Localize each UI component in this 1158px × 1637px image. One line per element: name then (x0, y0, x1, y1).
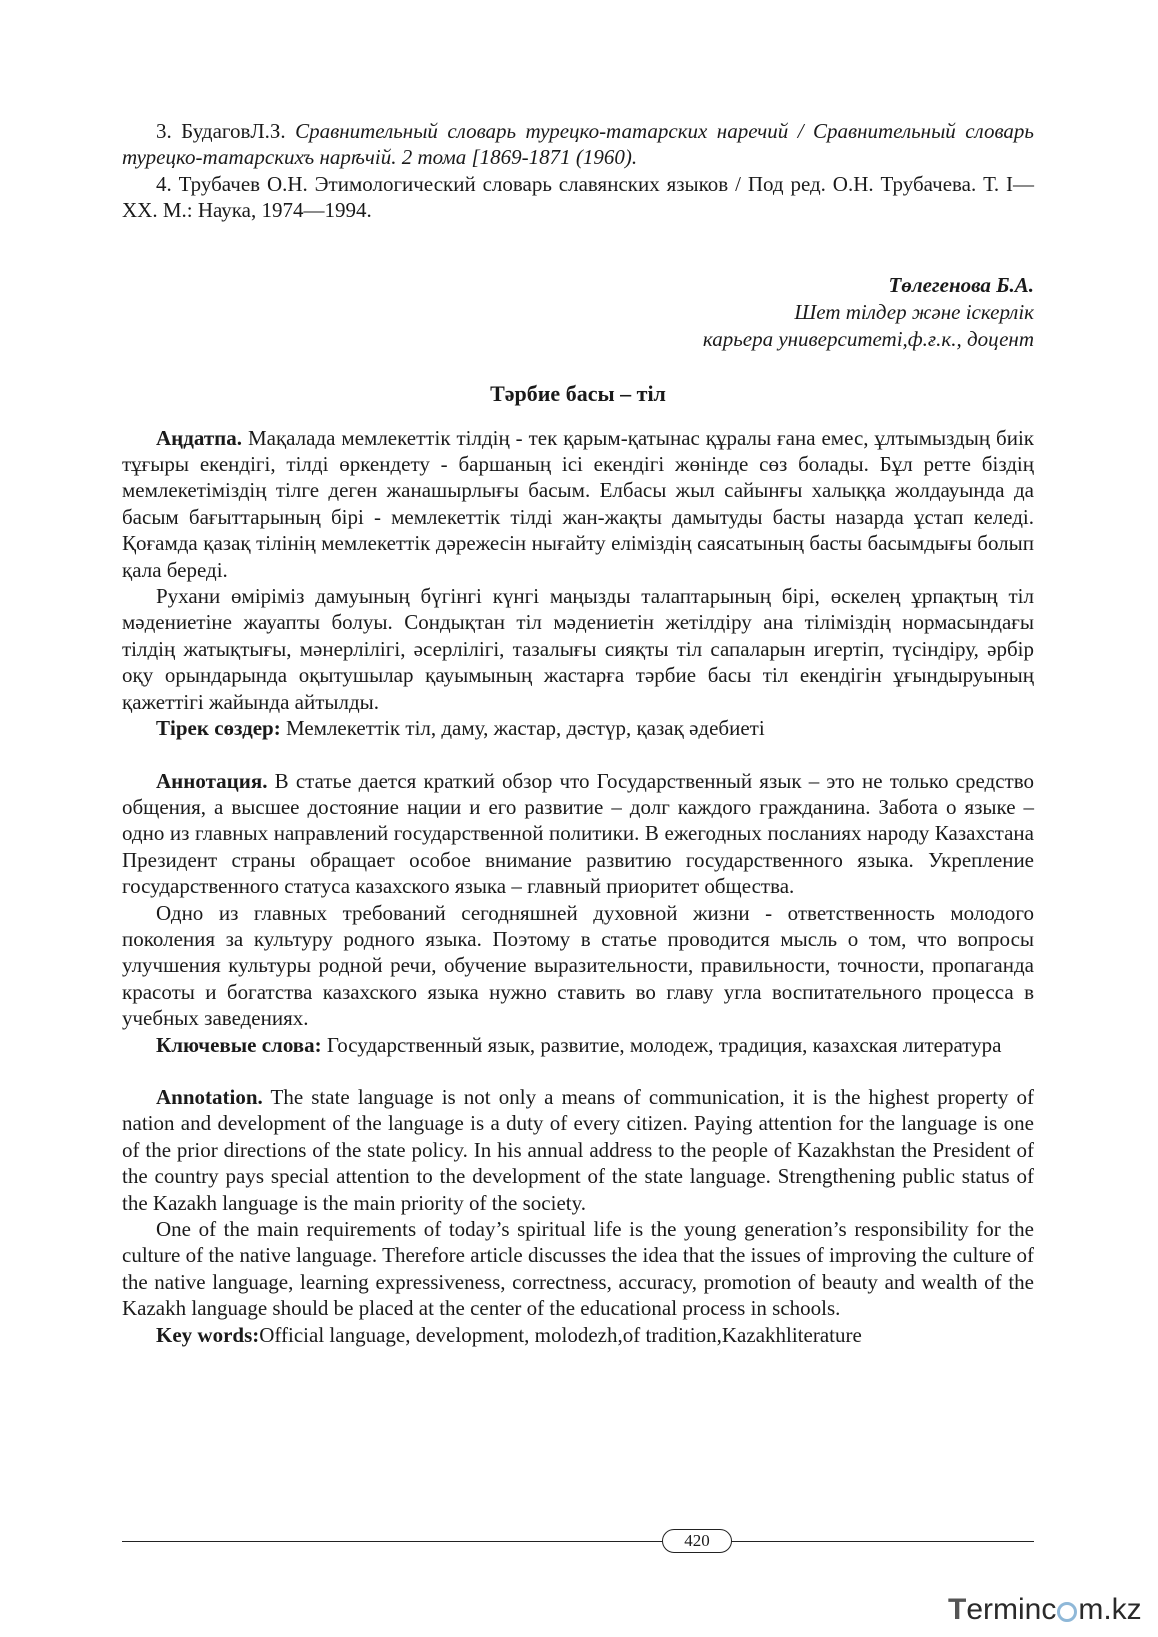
keywords-text: Official language, development, molodezh,of tradition,Kazakhliterature (259, 1322, 862, 1347)
abstract-text: Мақалада мемлекеттік тілдің - тек қарым-қатынас құралы ғана емес, ұлтымыздың биік тұғыры екендігі, тілді өркендету - баршаның ісі екендігі жөнінде сөз болады. Бұл ретте біздің мемлекетіміздің тілге деген жанашырлығы басым. Елбасы жыл сайынғы халыққа жолдауында да басым бағыттарының бірі - мемлекеттік тілді жан-жақты дамытуды басты назарда ұстап келеді. Қоғамда қазақ тілінің мемлекеттік дәрежесін нығайту еліміздің саясатының басты басымдығы болып қала береді. (122, 425, 1034, 582)
keywords-label: Тірек сөздер: (156, 716, 281, 741)
watermark-middle: erminc (966, 1593, 1057, 1626)
watermark-end: m.kz (1078, 1593, 1142, 1626)
keywords-text: Государственный язык, развитие, молодеж, традиция, казахская литература (321, 1032, 1002, 1057)
article-title: Тәрбие басы – тіл (490, 380, 666, 406)
abstract-paragraph (122, 768, 1034, 900)
abstract-label: Аңдатпа. (156, 425, 243, 450)
reference-item (122, 171, 1034, 224)
watermark-logo (948, 1592, 1148, 1628)
reference-text: 4. Трубачев О.Н. Этимологический словарь славянских языков / Под ред. О.Н. Трубачева. Т. I—XX. М.: Наука, 1974—1994. (122, 171, 1034, 223)
abstract-paragraph-2: Рухани өміріміз дамуының бүгінгі күнгі маңызды талаптарының бірі, өскелең ұрпақтың тіл мәдениетіне жауапты болуы. Сондықтан тіл мәдениетін жетілдіру ана тіліміздің нормасындағы тілдің жатықтығы, мәнерлілігі, әсерлілігі, тазалығы сияқты тіл сапаларын игертіп, түсіндіру, әрбір оқу орындарында оқытушылар қауымының жастарға тәрбие басы тіл екендігін ұғындыруының қажеттігі жайында айтылды. (122, 584, 1034, 714)
author-affiliation-line1: Шет тілдер және іскерлік (794, 299, 1034, 324)
page-number: 420 (662, 1529, 732, 1553)
watermark-first-letter: T (948, 1593, 967, 1626)
page-footer (122, 1527, 1034, 1557)
keywords-paragraph (122, 1032, 1034, 1058)
abstract-english (122, 1084, 1034, 1348)
abstract-paragraph-2: Одно из главных требований сегодняшней духовной жизни - ответственность молодого поколения за культуру родного языка. Поэтому в статье проводится мысль о том, что вопросы улучшения культуры родной речи, обучение выразительности, правильности, точности, пропаганда красоты и богатства казахского языка нужно ставить во главу угла воспитательного процесса в учебных заведениях. (122, 900, 1034, 1031)
abstract-kazakh (122, 425, 1034, 742)
abstract-russian (122, 768, 1034, 1058)
watermark-circle-icon (1057, 1602, 1077, 1622)
author-block (122, 272, 1034, 353)
keywords-label: Key words: (156, 1322, 260, 1347)
author-name: Төлегенова Б.А. (888, 272, 1034, 297)
reference-title: Сравнительный словарь турецко-татарских наречий / Сравнительный словарь турецко-татарскихъ нарѣчій. 2 тома [1869-1871 (1960). (122, 119, 1034, 170)
abstract-label: Аннотация. (156, 768, 268, 793)
author-affiliation-line2: карьера университеті,ф.ғ.к., доцент (702, 326, 1034, 351)
keywords-paragraph (122, 715, 1034, 741)
abstract-paragraph (122, 1084, 1034, 1216)
reference-author: 3. БудаговЛ.З. (156, 119, 296, 143)
abstract-paragraph-2: One of the main requirements of today’s spiritual life is the young generation’s responsibility for the culture of the native language. Therefore article discusses the idea that the issues of improving the culture of the native language, learning expressiveness, correctness, accuracy, promotion of beauty and wealth of the Kazakh language should be placed at the center of the educational process in schools. (122, 1217, 1034, 1321)
abstract-paragraph (122, 425, 1034, 583)
abstract-label: Annotation. (156, 1084, 263, 1109)
footer-rule (122, 1541, 1034, 1542)
abstract-text: В статье дается краткий обзор что Государственный язык – это не только средство общения, а высшее достояние нации и его развитие – долг каждого гражданина. Забота о языке – одно из главных направлений государственной политики. В ежегодных посланиях народу Казахстана Президент страны обращает особое внимание развитию государственного языка. Укрепление государственного статуса казахского языка – главный приоритет общества. (122, 768, 1034, 899)
reference-list (122, 118, 1034, 224)
reference-item (122, 118, 1034, 171)
abstract-text: The state language is not only a means of communication, it is the highest property of nation and development of the language is a duty of every citizen. Paying attention for the language is one of the prior directions of the state policy. In his annual address to the people of Kazakhstan the President of the country pays special attention to the development of the state language. Strengthening public status of the Kazakh language is the main priority of the society. (122, 1084, 1034, 1215)
keywords-label: Ключевые слова: (156, 1032, 322, 1057)
keywords-text: Мемлекеттік тіл, даму, жастар, дәстүр, қазақ әдебиеті (280, 716, 765, 741)
page-content (122, 118, 1034, 1348)
keywords-paragraph (122, 1322, 1034, 1348)
